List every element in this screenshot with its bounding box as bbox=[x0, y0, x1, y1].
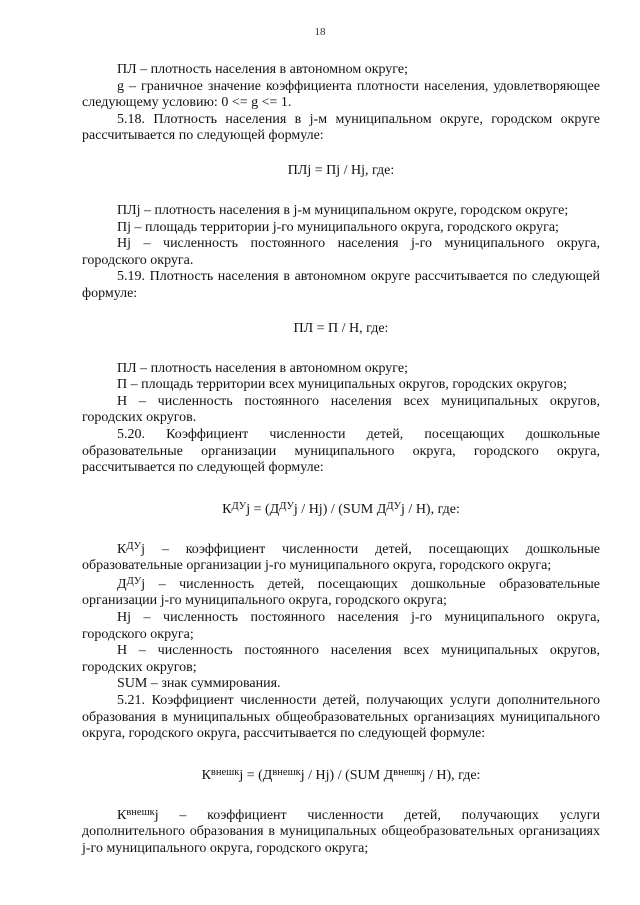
definition-hj: Hj – численность постоянного населения j-го муниципального округа, городского округа. bbox=[82, 236, 600, 268]
formula-pl: ПЛ = П / Н, где: bbox=[293, 320, 389, 336]
formula-kdu: $К^{ДУ}j = (Д^{ДУ}j / Hj) / (SUM$ $Д^{ДУ}j / Н$), где: bbox=[222, 500, 460, 517]
clause-5-20: 5.20. Коэффициент численности детей, посещающих дошкольные образовательные организации муниципального округа, городского округа, рассчитывается по следующей формуле: bbox=[82, 426, 600, 476]
definition-sum: SUM – знак суммирования. bbox=[117, 676, 281, 692]
definition-kvn: $К^{внешк}j$ – коэффициент численности детей, получающих услуги дополнительного образования в муниципальных общеобразовательных организациях j-го муниципального округа, городского округа; bbox=[82, 806, 600, 856]
definition-n: Н – численность постоянного населения всех муниципальных округов, городских округов. bbox=[82, 393, 600, 426]
formula-kvn: $К^{внешк}j = (Д^{внешк}j / Hj) / (SUM$ $Д^{внешк}j / Н$), где: bbox=[201, 766, 481, 783]
definition-hj-2: Hj – численность постоянного населения j-го муниципального округа, городского округа; bbox=[82, 610, 600, 642]
formula-plj: ПЛj = Пj / Hj, где: bbox=[287, 162, 395, 178]
definition-n-2: Н – численность постоянного населения всех муниципальных округов, городских округов; bbox=[82, 643, 600, 675]
clause-5-19: 5.19. Плотность населения в автономном округе рассчитывается по следующей формуле: bbox=[82, 269, 600, 301]
definition-pj: Пj – площадь территории j-го муниципального округа, городского округа; bbox=[117, 219, 559, 235]
page-number: 18 bbox=[314, 26, 326, 38]
definition-pl-2: ПЛ – плотность населения в автономном округе; bbox=[117, 360, 408, 376]
clause-5-18: 5.18. Плотность населения в j-м муниципальном округе, городском округе рассчитывается по следующей формуле: bbox=[82, 111, 600, 144]
definition-g: g – граничное значение коэффициента плотности населения, удовлетворяющее следующему условию: 0 <= g <= 1. bbox=[82, 78, 600, 111]
definition-kdu: $К^{ДУ}j$ – коэффициент численности детей, посещающих дошкольные образовательные организации j-го муниципального округа, городского округа; bbox=[82, 540, 600, 574]
document-body bbox=[82, 62, 600, 858]
definition-plj: ПЛj – плотность населения в j-м муниципальном округе, городском округе; bbox=[117, 202, 569, 218]
definition-pl: ПЛ – плотность населения в автономном округе; bbox=[117, 62, 408, 77]
definition-ddu: $Д^{ДУ}j$ – численность детей, посещающих дошкольные образовательные организации j-го муниципального округа, городского округа; bbox=[82, 575, 600, 609]
definition-p: П – площадь территории всех муниципальных округов, городских округов; bbox=[117, 377, 567, 393]
clause-5-21: 5.21. Коэффициент численности детей, получающих услуги дополнительного образования в муниципальных общеобразовательных организациях муниципального округа, городского округа, рассчитывается по следующей формуле: bbox=[82, 693, 600, 742]
